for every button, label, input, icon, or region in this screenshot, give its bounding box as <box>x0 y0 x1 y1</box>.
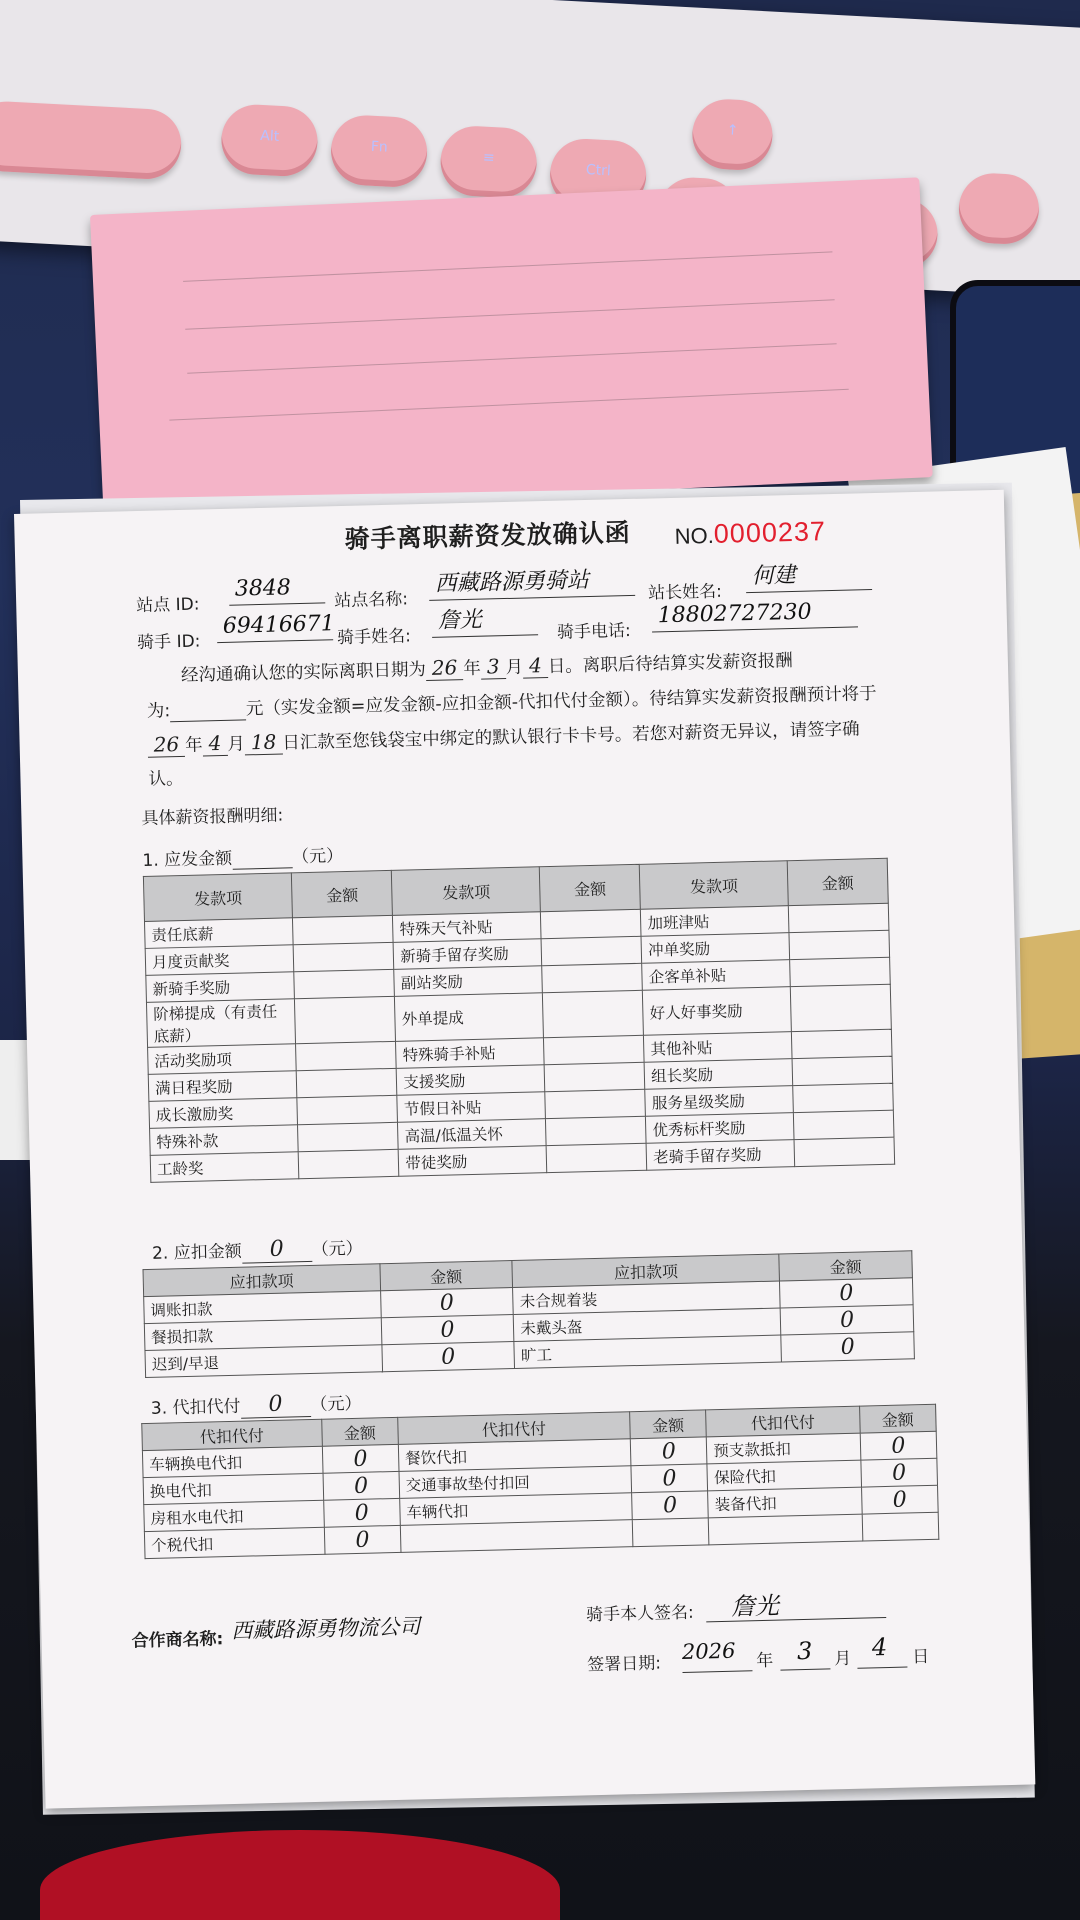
partner-name-signature: 西藏路源勇物流公司 <box>231 1614 421 1644</box>
section1-title: 1. 应发金额 <box>142 848 233 871</box>
amount-cell: 0 <box>861 1458 938 1487</box>
item-label: 外单提成 <box>395 993 544 1042</box>
item-label: 调账扣款 <box>144 1291 381 1324</box>
amount-cell <box>632 1518 709 1547</box>
item-label: 活动奖励项 <box>148 1044 297 1075</box>
item-label: 换电代扣 <box>143 1473 323 1504</box>
item-label: 好人好事奖励 <box>643 987 792 1036</box>
rider-id-label: 骑手 ID: <box>136 631 201 654</box>
section3-value: 0 <box>240 1391 311 1419</box>
column-header: 金额 <box>540 864 641 911</box>
column-header: 金额 <box>292 870 393 917</box>
keyboard-key: Ctrl <box>548 137 648 212</box>
rider-signature-label: 骑手本人签名: <box>585 1602 695 1626</box>
item-label: 预支款抵扣 <box>707 1433 861 1464</box>
leave-day-value: 4 <box>523 653 548 679</box>
paragraph-text: 年 <box>463 658 482 680</box>
item-label: 保险代扣 <box>707 1460 861 1491</box>
amount-cell: 0 <box>322 1444 399 1473</box>
paragraph-text: 月 <box>505 657 524 679</box>
amount-cell <box>295 996 396 1043</box>
rider-signature: 詹光 <box>730 1591 780 1621</box>
item-label: 服务星级奖励 <box>645 1086 793 1117</box>
amount-cell <box>862 1512 939 1541</box>
station-id-label: 站点 ID: <box>136 594 200 617</box>
amount-cell <box>792 1056 893 1085</box>
column-header: 金额 <box>787 858 888 905</box>
section1-label <box>142 841 343 872</box>
item-label: 特殊骑手补贴 <box>396 1038 545 1069</box>
leave-month-value: 3 <box>481 654 506 680</box>
station-name-label: 站点名称: <box>333 589 409 612</box>
item-label: 冲单奖励 <box>641 933 789 964</box>
manager-name-label: 站长姓名: <box>647 581 723 604</box>
item-label: 特殊天气补贴 <box>393 912 542 943</box>
amount-cell: 0 <box>382 1342 515 1372</box>
column-header: 金额 <box>380 1261 513 1291</box>
paragraph-text: 月 <box>227 734 246 755</box>
amount-cell: 0 <box>631 1464 708 1493</box>
column-header: 代扣代付 <box>142 1419 322 1450</box>
item-label <box>400 1520 633 1553</box>
item-label: 装备代扣 <box>708 1487 862 1518</box>
amount-cell <box>790 984 891 1031</box>
keyboard-key: ≡ <box>439 124 539 199</box>
column-header: 发款项 <box>639 861 788 910</box>
section3-label <box>151 1389 362 1421</box>
amount-cell <box>541 909 642 938</box>
amount-cell: 0 <box>860 1431 937 1460</box>
payable-items-table <box>143 858 895 1183</box>
amount-cell <box>298 1122 399 1151</box>
sign-month-line <box>780 1668 830 1670</box>
item-label: 企客单补贴 <box>642 960 790 991</box>
item-label <box>709 1514 863 1545</box>
keyboard-key: Alt <box>220 103 320 178</box>
amount-cell: 0 <box>323 1498 400 1527</box>
net-pay-blank <box>170 695 246 722</box>
column-header: 金额 <box>321 1417 398 1446</box>
paragraph-text: 年 <box>184 735 203 756</box>
column-header: 应扣款项 <box>143 1264 380 1297</box>
column-header: 代扣代付 <box>398 1412 631 1445</box>
rider-phone-value: 18802727230 <box>651 600 858 632</box>
rider-name-value: 詹光 <box>431 608 538 638</box>
pink-form-line <box>187 343 836 373</box>
item-label: 阶梯提成（有责任底薪） <box>146 999 295 1048</box>
pay-month-value: 4 <box>202 731 227 757</box>
amount-cell <box>544 1035 645 1064</box>
paragraph-text: 经沟通确认您的实际离职日期为 <box>180 659 427 686</box>
pink-form-line <box>183 251 832 281</box>
item-label: 车辆换电代扣 <box>142 1446 322 1477</box>
item-label: 带徒奖励 <box>398 1146 547 1177</box>
column-header: 代扣代付 <box>706 1406 860 1437</box>
detail-heading: 具体薪资报酬明细: <box>141 805 284 829</box>
amount-cell <box>293 915 394 944</box>
column-header: 金额 <box>779 1251 912 1281</box>
amount-cell <box>788 903 889 932</box>
leave-year-value: 26 <box>426 655 464 681</box>
section2-unit: （元） <box>311 1238 363 1260</box>
item-label: 满日程奖励 <box>148 1071 297 1102</box>
deduction-items-table <box>142 1250 914 1378</box>
sign-month-value: 3 <box>796 1636 813 1666</box>
item-label: 高温/低温关怀 <box>398 1119 547 1150</box>
section2-label <box>152 1234 363 1266</box>
pay-year-value: 26 <box>147 732 185 758</box>
amount-cell <box>541 936 642 965</box>
sign-year-value: 2026 <box>681 1638 736 1665</box>
item-label: 加班津贴 <box>641 906 789 937</box>
keyboard-key <box>0 100 183 181</box>
amount-cell <box>294 969 395 998</box>
section3-unit: （元） <box>310 1393 362 1416</box>
item-label: 迟到/早退 <box>145 1345 382 1378</box>
paragraph-text: 日汇款至您钱袋宝中绑定的默认银行卡卡号。若您对薪资无异议，请签字确认。 <box>148 719 860 790</box>
item-label: 未合规着装 <box>513 1281 780 1315</box>
amount-cell: 0 <box>380 1288 513 1318</box>
amount-cell: 0 <box>324 1525 401 1554</box>
rider-phone-label: 骑手电话: <box>556 620 632 643</box>
column-header: 发款项 <box>143 873 292 922</box>
amount-cell <box>545 1089 646 1118</box>
pink-form-line <box>169 389 848 421</box>
amount-cell <box>297 1068 398 1097</box>
item-label: 新骑手奖励 <box>146 972 295 1003</box>
column-header: 发款项 <box>392 867 541 916</box>
item-label: 组长奖励 <box>644 1059 792 1090</box>
keyboard-key <box>957 172 1041 246</box>
amount-cell <box>543 990 644 1037</box>
item-label: 工龄奖 <box>150 1152 299 1183</box>
amount-cell <box>793 1083 894 1112</box>
item-label: 房租水电代扣 <box>144 1500 324 1531</box>
column-header: 金额 <box>859 1404 936 1433</box>
station-id-value: 3848 <box>229 576 326 605</box>
form-number <box>674 516 826 551</box>
item-label: 新骑手留存奖励 <box>393 939 542 970</box>
item-label: 老骑手留存奖励 <box>646 1140 794 1171</box>
amount-cell <box>546 1116 647 1145</box>
item-label: 个税代扣 <box>144 1527 324 1558</box>
item-label: 责任底薪 <box>144 918 293 949</box>
item-label: 月度贡献奖 <box>145 945 294 976</box>
amount-cell <box>542 963 643 992</box>
amount-cell <box>794 1137 895 1166</box>
amount-cell <box>544 1062 645 1091</box>
amount-cell: 0 <box>780 1305 913 1335</box>
amount-cell <box>294 942 395 971</box>
amount-cell: 0 <box>781 1332 914 1362</box>
amount-cell: 0 <box>323 1471 400 1500</box>
item-label: 餐饮代扣 <box>398 1439 631 1472</box>
item-label: 未戴头盔 <box>514 1308 781 1342</box>
pay-day-value: 18 <box>245 730 283 756</box>
amount-cell: 0 <box>632 1491 709 1520</box>
sign-day-value: 4 <box>871 1633 888 1662</box>
section2-value: 0 <box>241 1236 312 1264</box>
item-label: 餐损扣款 <box>144 1318 381 1351</box>
amount-cell <box>791 1029 892 1058</box>
form-title: 骑手离职薪资发放确认函 <box>344 517 632 554</box>
form-number-value: 0000237 <box>713 516 827 549</box>
pink-form-line <box>185 299 834 329</box>
amount-cell <box>790 957 891 986</box>
pink-carbon-copy <box>90 177 933 514</box>
amount-cell <box>297 1095 398 1124</box>
item-label: 其他补贴 <box>644 1032 792 1063</box>
month-word: 月 <box>833 1648 852 1670</box>
column-header: 金额 <box>630 1410 707 1439</box>
section1-blank <box>232 847 292 869</box>
rider-id-value: 69416671 <box>217 613 334 643</box>
sign-day-line <box>857 1667 907 1669</box>
item-label: 副站奖励 <box>394 966 543 997</box>
rider-name-label: 骑手姓名: <box>336 626 412 649</box>
item-label: 旷工 <box>514 1335 781 1369</box>
confirmation-paragraph <box>146 641 889 797</box>
paragraph-text: 日。离职后待结算实发薪资报酬为: <box>146 651 793 722</box>
amount-cell <box>793 1110 894 1139</box>
amount-cell <box>296 1041 397 1070</box>
column-header: 应扣款项 <box>512 1254 779 1288</box>
year-word: 年 <box>756 1650 774 1672</box>
item-label: 交通事故垫付扣回 <box>399 1466 632 1499</box>
item-label: 车辆代扣 <box>400 1493 633 1526</box>
keyboard-key: Fn <box>329 114 429 189</box>
partner-name-label: 合作商名称: <box>131 1629 224 1652</box>
amount-cell <box>546 1143 647 1172</box>
section3-title: 3. 代扣代付 <box>150 1396 241 1419</box>
day-word: 日 <box>911 1646 930 1668</box>
sign-date-label: 签署日期: <box>587 1653 662 1676</box>
amount-cell: 0 <box>780 1278 913 1308</box>
section1-unit: （元） <box>291 846 344 868</box>
item-label: 节假日补贴 <box>397 1092 546 1123</box>
amount-cell: 0 <box>630 1437 707 1466</box>
item-label: 优秀标杆奖励 <box>646 1113 794 1144</box>
section2-title: 2. 应扣金额 <box>151 1241 242 1264</box>
keyboard-key: ↑ <box>691 98 775 172</box>
item-label: 成长激励奖 <box>149 1098 298 1129</box>
amount-cell <box>299 1149 400 1178</box>
form-number-label: NO. <box>674 522 715 549</box>
station-name-value: 西藏路源勇骑站 <box>429 569 636 601</box>
withholding-items-table <box>141 1404 939 1559</box>
amount-cell: 0 <box>861 1485 938 1514</box>
amount-cell <box>789 930 890 959</box>
confirmation-form <box>14 490 1035 1809</box>
amount-cell: 0 <box>381 1315 514 1345</box>
paragraph-text: 元（实发金额=应发金额-应扣金额-代扣代付金额）。待结算实发薪资报酬预计将于 <box>245 683 877 720</box>
item-label: 支援奖励 <box>397 1065 546 1096</box>
item-label: 特殊补款 <box>150 1125 299 1156</box>
manager-name-value: 何建 <box>745 563 872 593</box>
sign-year-line <box>682 1670 752 1673</box>
